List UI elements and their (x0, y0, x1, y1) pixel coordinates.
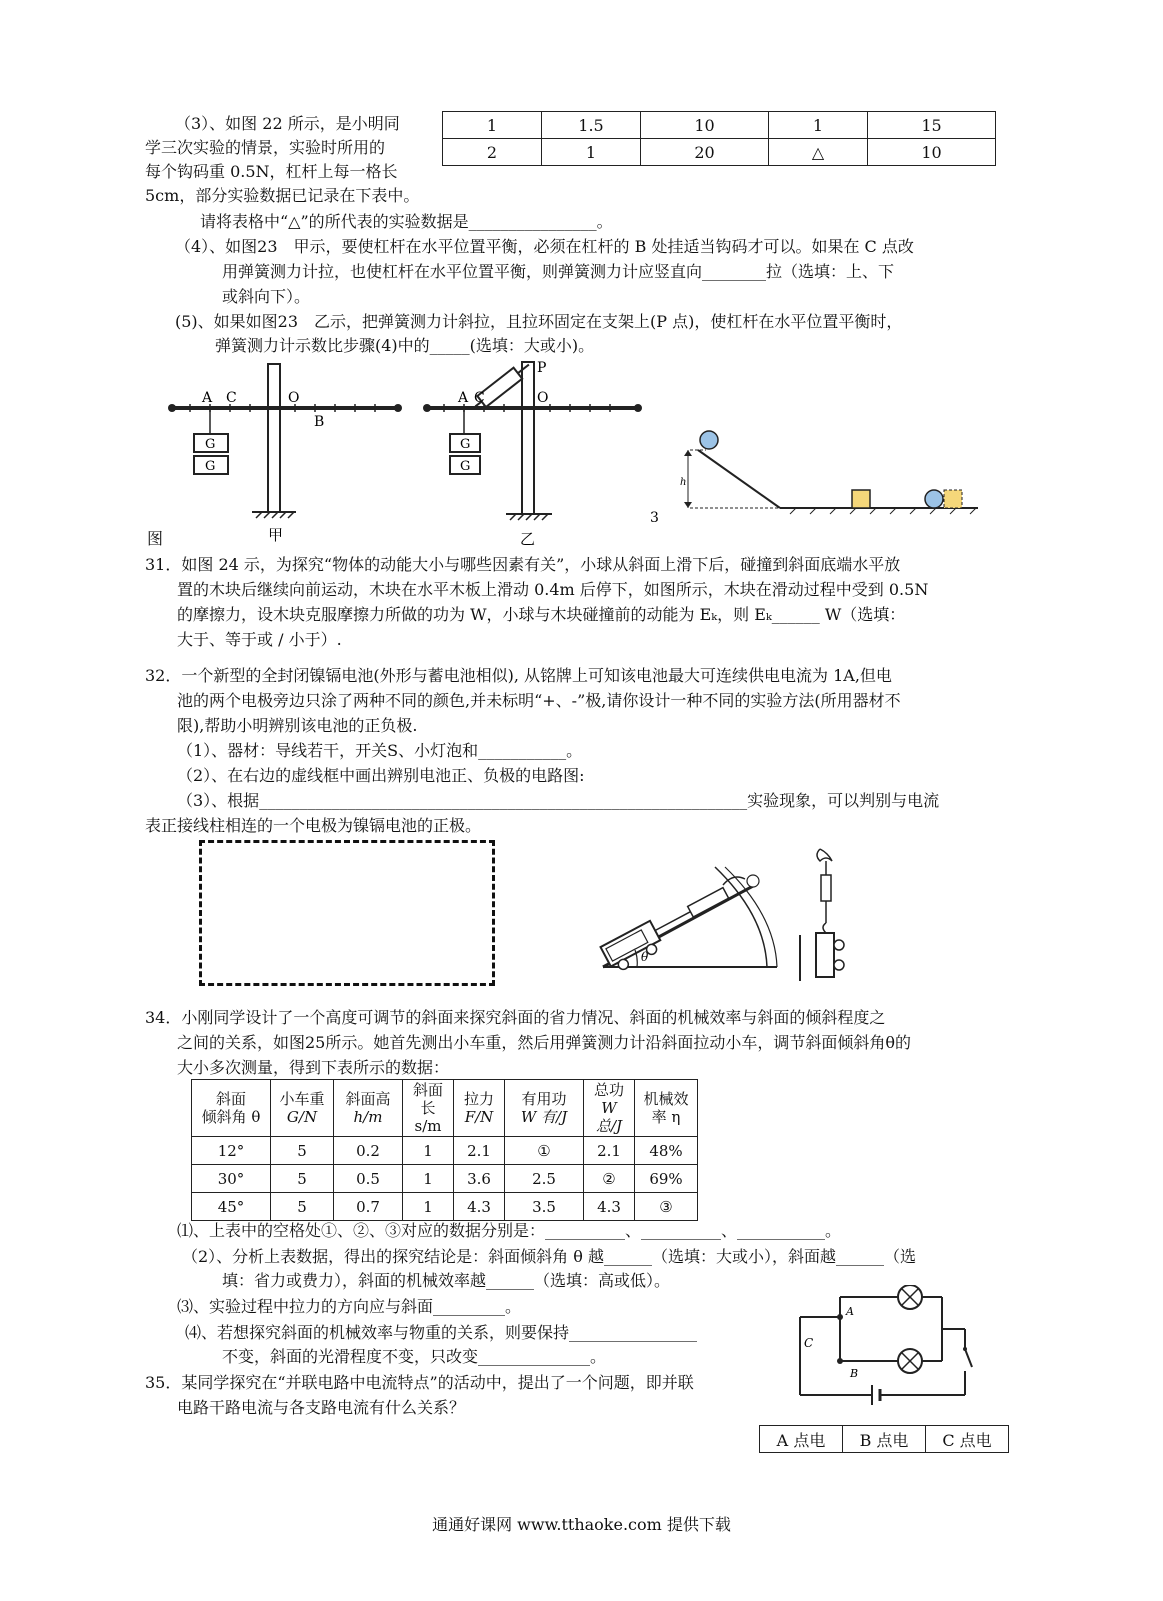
label-g: G (205, 437, 216, 452)
table-row: 30° 5 0.5 1 3.6 2.5 ② 69% (192, 1165, 698, 1193)
q30-p4-line3: 或斜向下）。 (222, 287, 311, 306)
table-header: 小车重 G/N (271, 1080, 334, 1137)
table-cell: 15 (868, 112, 996, 139)
table-header: 斜面 长 s/m (403, 1080, 454, 1137)
q32-s3b: 表正接线柱相连的一个电极为镍镉电池的正极。 (145, 816, 482, 835)
label-jia: 甲 (268, 526, 284, 544)
label-h: h (680, 477, 687, 488)
footer: 通通好课网 www.tthaoke.com 提供下载 (432, 1515, 731, 1534)
q30-p3-fill: 请将表格中“△”的所代表的实验数据是________________。 (200, 212, 613, 231)
q35-line1: 35．某同学探究在“并联电路中电流特点”的活动中，提出了一个问题，即并联 (145, 1373, 694, 1392)
label-o: O (537, 390, 549, 406)
label-b: B (314, 414, 325, 430)
table-header: 斜面高 h/m (334, 1080, 403, 1137)
q32-line2: 池的两个电极旁边只涂了两种不同的颜色,并未标明“+、-”极,请你设计一种不同的实验方法(所用器材不 (177, 691, 901, 710)
incline-cart-figure (595, 855, 785, 980)
table-header: 总功 W 总/J (584, 1080, 635, 1137)
lever-data-table (442, 111, 996, 166)
q32-s3: （3）、根据_____________________________________________________________实验现象，可以判别与电流 (177, 791, 940, 810)
q31-line1: 31．如图 24 示，为探究“物体的动能大小与哪些因素有关”，小球从斜面上滑下后，碰撞到斜面底端水平放 (145, 555, 901, 574)
label-a: A (458, 390, 469, 406)
q34-s4b: 不变，斜面的光滑程度不变，只改变______________。 (222, 1347, 607, 1366)
q34-line3: 大小多次测量，得到下表所示的数据： (177, 1058, 450, 1077)
label-c: C (474, 390, 485, 406)
q30-p3-line1: （3）、如图 22 所示，是小明同 (175, 114, 400, 133)
label-b: B (850, 1367, 859, 1380)
table-header: A 点电 (760, 1426, 843, 1453)
q32-s2: （2）、在右边的虚线框中画出辨别电池正、负极的电路图: (177, 766, 585, 785)
q31-line4: 大于、等于或 / 小于）. (177, 630, 342, 649)
spring-scale-figure (798, 845, 848, 985)
q32-line1: 32．一个新型的全封闭镍镉电池(外形与蓄电池相似), 从铭牌上可知该电池最大可连续供电电流为 1A,但电 (145, 666, 892, 685)
q35-line2: 电路干路电流与各支路电流有什么关系？ (177, 1398, 466, 1417)
label-yi: 乙 (520, 530, 536, 548)
q31-line2: 置的木块后继续向前运动，木块在水平木板上滑动 0.4m 后停下，如图所示，木块在滑动过程中受到 0.5N (177, 580, 929, 599)
lever-figure-jia (160, 360, 410, 550)
q34-s2a: （2）、分析上表数据，得出的探究结论是：斜面倾斜角 θ 越______（选填：大或小），斜面越______（选 (182, 1247, 916, 1266)
table-row (443, 139, 996, 166)
q31-line3: 的摩擦力，设木块克服摩擦力所做的功为 W，小球与木块碰撞前的动能为 Eₖ，则 Eₖ______ W（选填： (177, 605, 906, 624)
q34-line1: 34．小刚同学设计了一个高度可调节的斜面来探究斜面的省力情况、斜面的机械效率与斜面的倾斜程度之 (145, 1008, 886, 1027)
q32-line3: 限),帮助小明辨别该电池的正负极. (177, 716, 418, 735)
q30-p3-line2: 学三次实验的情景，实验时所用的 (145, 138, 386, 157)
table-header: 拉力 F/N (454, 1080, 505, 1137)
lever-figure-yi (420, 360, 650, 550)
q30-p3-line3: 每个钩码重 0.5N，杠杆上每一格长 (145, 162, 398, 181)
label-tu: 图 (147, 529, 164, 548)
table-cell: 1 (542, 139, 641, 166)
q30-p4-line1: （4）、如图23 甲示，要使杠杆在水平位置平衡，必须在杠杆的 B 处挂适当钩码才可以。如果在 C 点改 (175, 237, 914, 256)
label-a: A (202, 390, 213, 406)
label-3: 3 (650, 510, 659, 526)
table-header: B 点电 (843, 1426, 926, 1453)
incline-data-table (191, 1079, 698, 1221)
table-header: 斜面 倾斜角 θ (192, 1080, 271, 1137)
table-row: 45° 5 0.7 1 4.3 3.5 4.3 ③ (192, 1193, 698, 1221)
q34-s2b: 填：省力或费力），斜面的机械效率越______（选填：高或低）。 (222, 1271, 671, 1290)
table-header: C 点电 (926, 1426, 1009, 1453)
label-p: P (537, 360, 547, 376)
q34-line2: 之间的关系，如图25所示。她首先测出小车重，然后用弹簧测力计沿斜面拉动小车，调节斜面倾斜角θ的 (177, 1033, 911, 1052)
q34-s4a: ⑷、若想探究斜面的机械效率与物重的关系，则要保持________________ (185, 1323, 698, 1342)
table-cell: △ (769, 139, 868, 166)
q34-s1: ⑴、上表中的空格处①、②、③对应的数据分别是：__________、__________、___________。 (177, 1221, 842, 1240)
table-row: 12° 5 0.2 1 2.1 ① 2.1 48% (192, 1137, 698, 1165)
label-g: G (460, 459, 471, 474)
table-header: 有用功 W 有/J (505, 1080, 584, 1137)
label-c: C (226, 390, 237, 406)
ramp-ball-figure (650, 420, 985, 530)
q30-p4-line2: 用弹簧测力计拉，也使杠杆在水平位置平衡，则弹簧测力计应竖直向________拉（选填：上、下 (222, 262, 895, 281)
table-cell: 1.5 (542, 112, 641, 139)
parallel-circuit-figure (790, 1285, 980, 1410)
label-g: G (460, 437, 471, 452)
table-cell: 1 (443, 112, 542, 139)
q34-s3: ⑶、实验过程中拉力的方向应与斜面_________。 (177, 1297, 522, 1316)
label-g: G (205, 459, 216, 474)
table-cell: 1 (769, 112, 868, 139)
label-o: O (288, 390, 300, 406)
table-cell: 10 (868, 139, 996, 166)
q30-p5-line1: (5)、如果如图23 乙示，把弹簧测力计斜拉，且拉环固定在支架上(P 点)，使杠杆在水平位置平衡时， (175, 312, 903, 331)
table-header-row (192, 1080, 698, 1137)
answer-circuit-box[interactable] (199, 840, 495, 986)
label-c: C (804, 1336, 814, 1350)
table-row (760, 1426, 1009, 1453)
table-cell: 20 (641, 139, 769, 166)
q30-p3-line4: 5cm，部分实验数据已记录在下表中。 (145, 186, 420, 205)
table-cell: 10 (641, 112, 769, 139)
label-a: A (846, 1305, 854, 1318)
table-header: 机械效 率 η (635, 1080, 698, 1137)
q30-p5-line2: 弹簧测力计示数比步骤(4)中的_____(选填：大或小)。 (215, 336, 595, 355)
table-row (443, 112, 996, 139)
label-theta: θ (641, 950, 649, 964)
q32-s1: （1）、器材：导线若干，开关S、小灯泡和___________。 (177, 741, 583, 760)
table-cell: 2 (443, 139, 542, 166)
current-table (759, 1425, 1009, 1453)
